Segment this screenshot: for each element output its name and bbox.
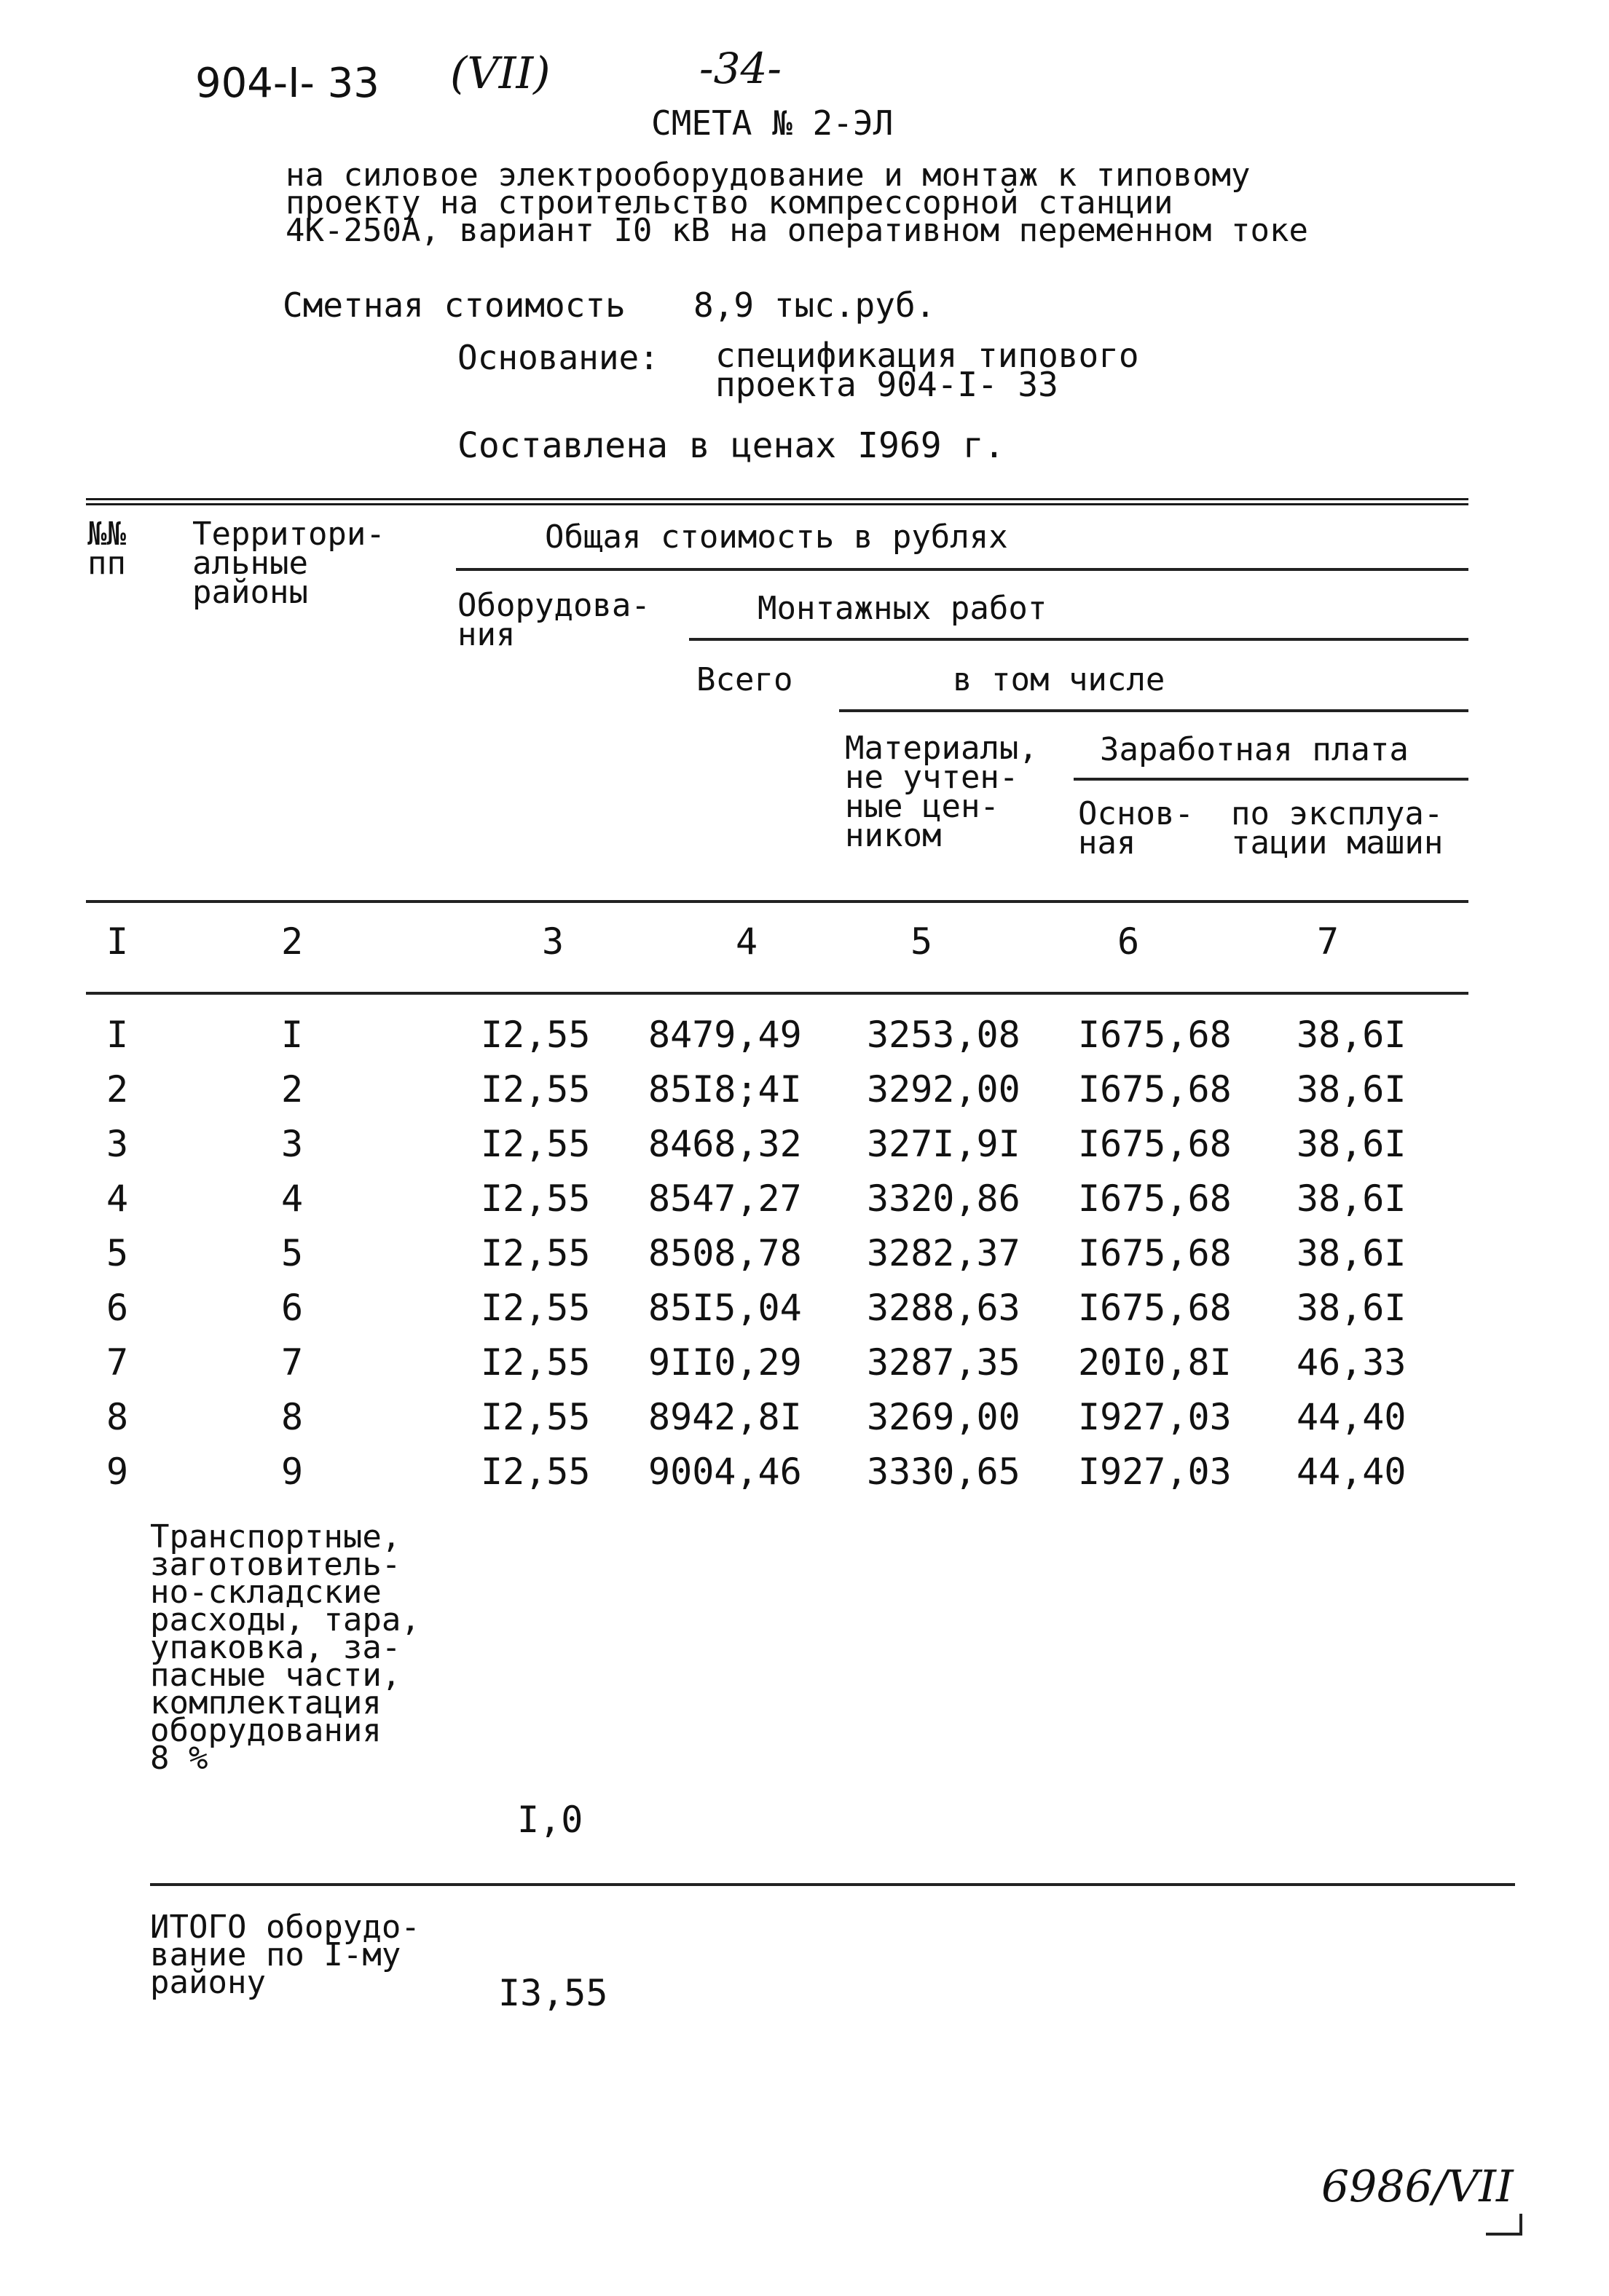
table-cell: 85I8;4I bbox=[648, 1068, 802, 1110]
transport-value: I,0 bbox=[517, 1799, 583, 1841]
table-cell: 3288,63 bbox=[867, 1287, 1020, 1329]
table-cell: I675,68 bbox=[1078, 1287, 1232, 1329]
rule-total-cost bbox=[456, 568, 1468, 571]
basis-value: спецификация типового проекта 904-I- 33 bbox=[715, 336, 1139, 404]
transport-label: Транспортные, заготовитель- но-складские расходы, тара, упаковка, за- пасные части, комплектация оборудования 8 % bbox=[150, 1518, 420, 1777]
table-cell: 2 bbox=[281, 1068, 304, 1110]
header-equipment: Оборудова- ния bbox=[457, 587, 650, 653]
table-cell: I675,68 bbox=[1078, 1123, 1232, 1165]
col-number-6: 6 bbox=[1117, 920, 1140, 963]
table-cell: 3292,00 bbox=[867, 1068, 1020, 1110]
table-cell: I2,55 bbox=[481, 1014, 591, 1056]
table-cell: 8468,32 bbox=[648, 1123, 802, 1165]
table-cell: 7 bbox=[281, 1341, 304, 1384]
table-cell: 8479,49 bbox=[648, 1014, 802, 1056]
table-cell: I bbox=[281, 1014, 304, 1056]
table-cell: I927,03 bbox=[1078, 1396, 1232, 1438]
table-cell: 38,6I bbox=[1297, 1123, 1407, 1165]
table-cell: I2,55 bbox=[481, 1232, 591, 1274]
table-cell: 9004,46 bbox=[648, 1451, 802, 1493]
header-basic: Основ- ная bbox=[1078, 795, 1194, 861]
table-cell: 6 bbox=[281, 1287, 304, 1329]
table-cell: I2,55 bbox=[481, 1177, 591, 1220]
table-cell: I927,03 bbox=[1078, 1451, 1232, 1493]
col-number-7: 7 bbox=[1317, 920, 1339, 963]
table-cell: 9 bbox=[281, 1451, 304, 1493]
cost-label: Сметная стоимость bbox=[283, 285, 626, 325]
table-cell: 3282,37 bbox=[867, 1232, 1020, 1274]
table-cell: 4 bbox=[106, 1177, 129, 1220]
table-cell: 38,6I bbox=[1297, 1232, 1407, 1274]
col-number-2: 2 bbox=[281, 920, 304, 963]
table-cell: I2,55 bbox=[481, 1396, 591, 1438]
header-wages: Заработная плата bbox=[1100, 731, 1409, 768]
table-cell: 5 bbox=[106, 1232, 129, 1274]
table-cell: 3253,08 bbox=[867, 1014, 1020, 1056]
table-cell: 8508,78 bbox=[648, 1232, 802, 1274]
page-title: СМЕТА № 2-ЭЛ bbox=[651, 103, 894, 143]
table-cell: I675,68 bbox=[1078, 1014, 1232, 1056]
table-cell: 38,6I bbox=[1297, 1014, 1407, 1056]
table-cell: 38,6I bbox=[1297, 1287, 1407, 1329]
rule-colnums-bottom bbox=[86, 992, 1468, 995]
table-cell: 38,6I bbox=[1297, 1177, 1407, 1220]
table-cell: I bbox=[106, 1014, 129, 1056]
table-cell: 5 bbox=[281, 1232, 304, 1274]
table-cell: 3330,65 bbox=[867, 1451, 1020, 1493]
table-cell: I2,55 bbox=[481, 1287, 591, 1329]
document-code: 904-I- 33 bbox=[195, 60, 379, 107]
table-cell: 7 bbox=[106, 1341, 129, 1384]
table-cell: 85I5,04 bbox=[648, 1287, 802, 1329]
rule-including bbox=[839, 709, 1468, 712]
total-value: I3,55 bbox=[498, 1972, 608, 2014]
cost-value: 8,9 тыс.руб. bbox=[693, 285, 936, 325]
rule-before-total bbox=[150, 1883, 1515, 1886]
table-cell: 8942,8I bbox=[648, 1396, 802, 1438]
table-cell: 2 bbox=[106, 1068, 129, 1110]
table-cell: I675,68 bbox=[1078, 1232, 1232, 1274]
table-cell: 6 bbox=[106, 1287, 129, 1329]
table-cell: I2,55 bbox=[481, 1451, 591, 1493]
table-top-rule bbox=[86, 498, 1468, 505]
col-number-1: I bbox=[106, 920, 129, 963]
table-cell: 8 bbox=[106, 1396, 129, 1438]
rule-header-bottom bbox=[86, 900, 1468, 903]
table-cell: 3269,00 bbox=[867, 1396, 1020, 1438]
prices-note: Составлена в ценах I969 г. bbox=[457, 425, 1005, 466]
table-cell: I675,68 bbox=[1078, 1068, 1232, 1110]
table-cell: I675,68 bbox=[1078, 1177, 1232, 1220]
page-number: -34- bbox=[699, 44, 782, 93]
rule-installation bbox=[689, 638, 1468, 641]
table-cell: 8547,27 bbox=[648, 1177, 802, 1220]
table-cell: 38,6I bbox=[1297, 1068, 1407, 1110]
col-number-3: 3 bbox=[542, 920, 564, 963]
table-cell: I2,55 bbox=[481, 1341, 591, 1384]
header-all: Всего bbox=[696, 661, 793, 698]
table-cell: 44,40 bbox=[1297, 1451, 1407, 1493]
table-cell: I2,55 bbox=[481, 1068, 591, 1110]
table-cell: 44,40 bbox=[1297, 1396, 1407, 1438]
table-cell: 3320,86 bbox=[867, 1177, 1020, 1220]
volume-mark: (VII) bbox=[450, 48, 551, 99]
table-cell: 3 bbox=[106, 1123, 129, 1165]
table-cell: 9 bbox=[106, 1451, 129, 1493]
corner-mark bbox=[1486, 2214, 1522, 2236]
footer-note: 6986/VII bbox=[1321, 2161, 1514, 2212]
header-installation: Монтажных работ bbox=[758, 590, 1047, 627]
table-cell: 4 bbox=[281, 1177, 304, 1220]
col-number-4: 4 bbox=[736, 920, 758, 963]
header-num: №№ пп bbox=[87, 516, 126, 582]
table-cell: 8 bbox=[281, 1396, 304, 1438]
header-total-cost: Общая стоимость в рублях bbox=[545, 518, 1008, 556]
table-cell: I2,55 bbox=[481, 1123, 591, 1165]
header-machines: по эксплуа- тации машин bbox=[1231, 795, 1444, 861]
total-label: ИТОГО оборудо- вание по I-му району bbox=[150, 1909, 420, 2001]
table-cell: 327I,9I bbox=[867, 1123, 1020, 1165]
rule-wages bbox=[1074, 778, 1468, 781]
table-cell: 20I0,8I bbox=[1078, 1341, 1232, 1384]
header-including: в том числе bbox=[953, 661, 1165, 698]
table-cell: 3287,35 bbox=[867, 1341, 1020, 1384]
header-region: Территори- альные районы bbox=[192, 516, 385, 611]
header-materials: Материалы, не учтен- ные цен- ником bbox=[845, 730, 1038, 854]
table-cell: 9II0,29 bbox=[648, 1341, 802, 1384]
table-cell: 46,33 bbox=[1297, 1341, 1407, 1384]
table-cell: 3 bbox=[281, 1123, 304, 1165]
col-number-5: 5 bbox=[910, 920, 933, 963]
description: на силовое электрооборудование и монтаж к типовому проекту на строительство компрессорной станции 4К-250А, вариант I0 кВ на оперативном переменном токе bbox=[286, 157, 1308, 249]
basis-label: Основание: bbox=[457, 338, 659, 377]
